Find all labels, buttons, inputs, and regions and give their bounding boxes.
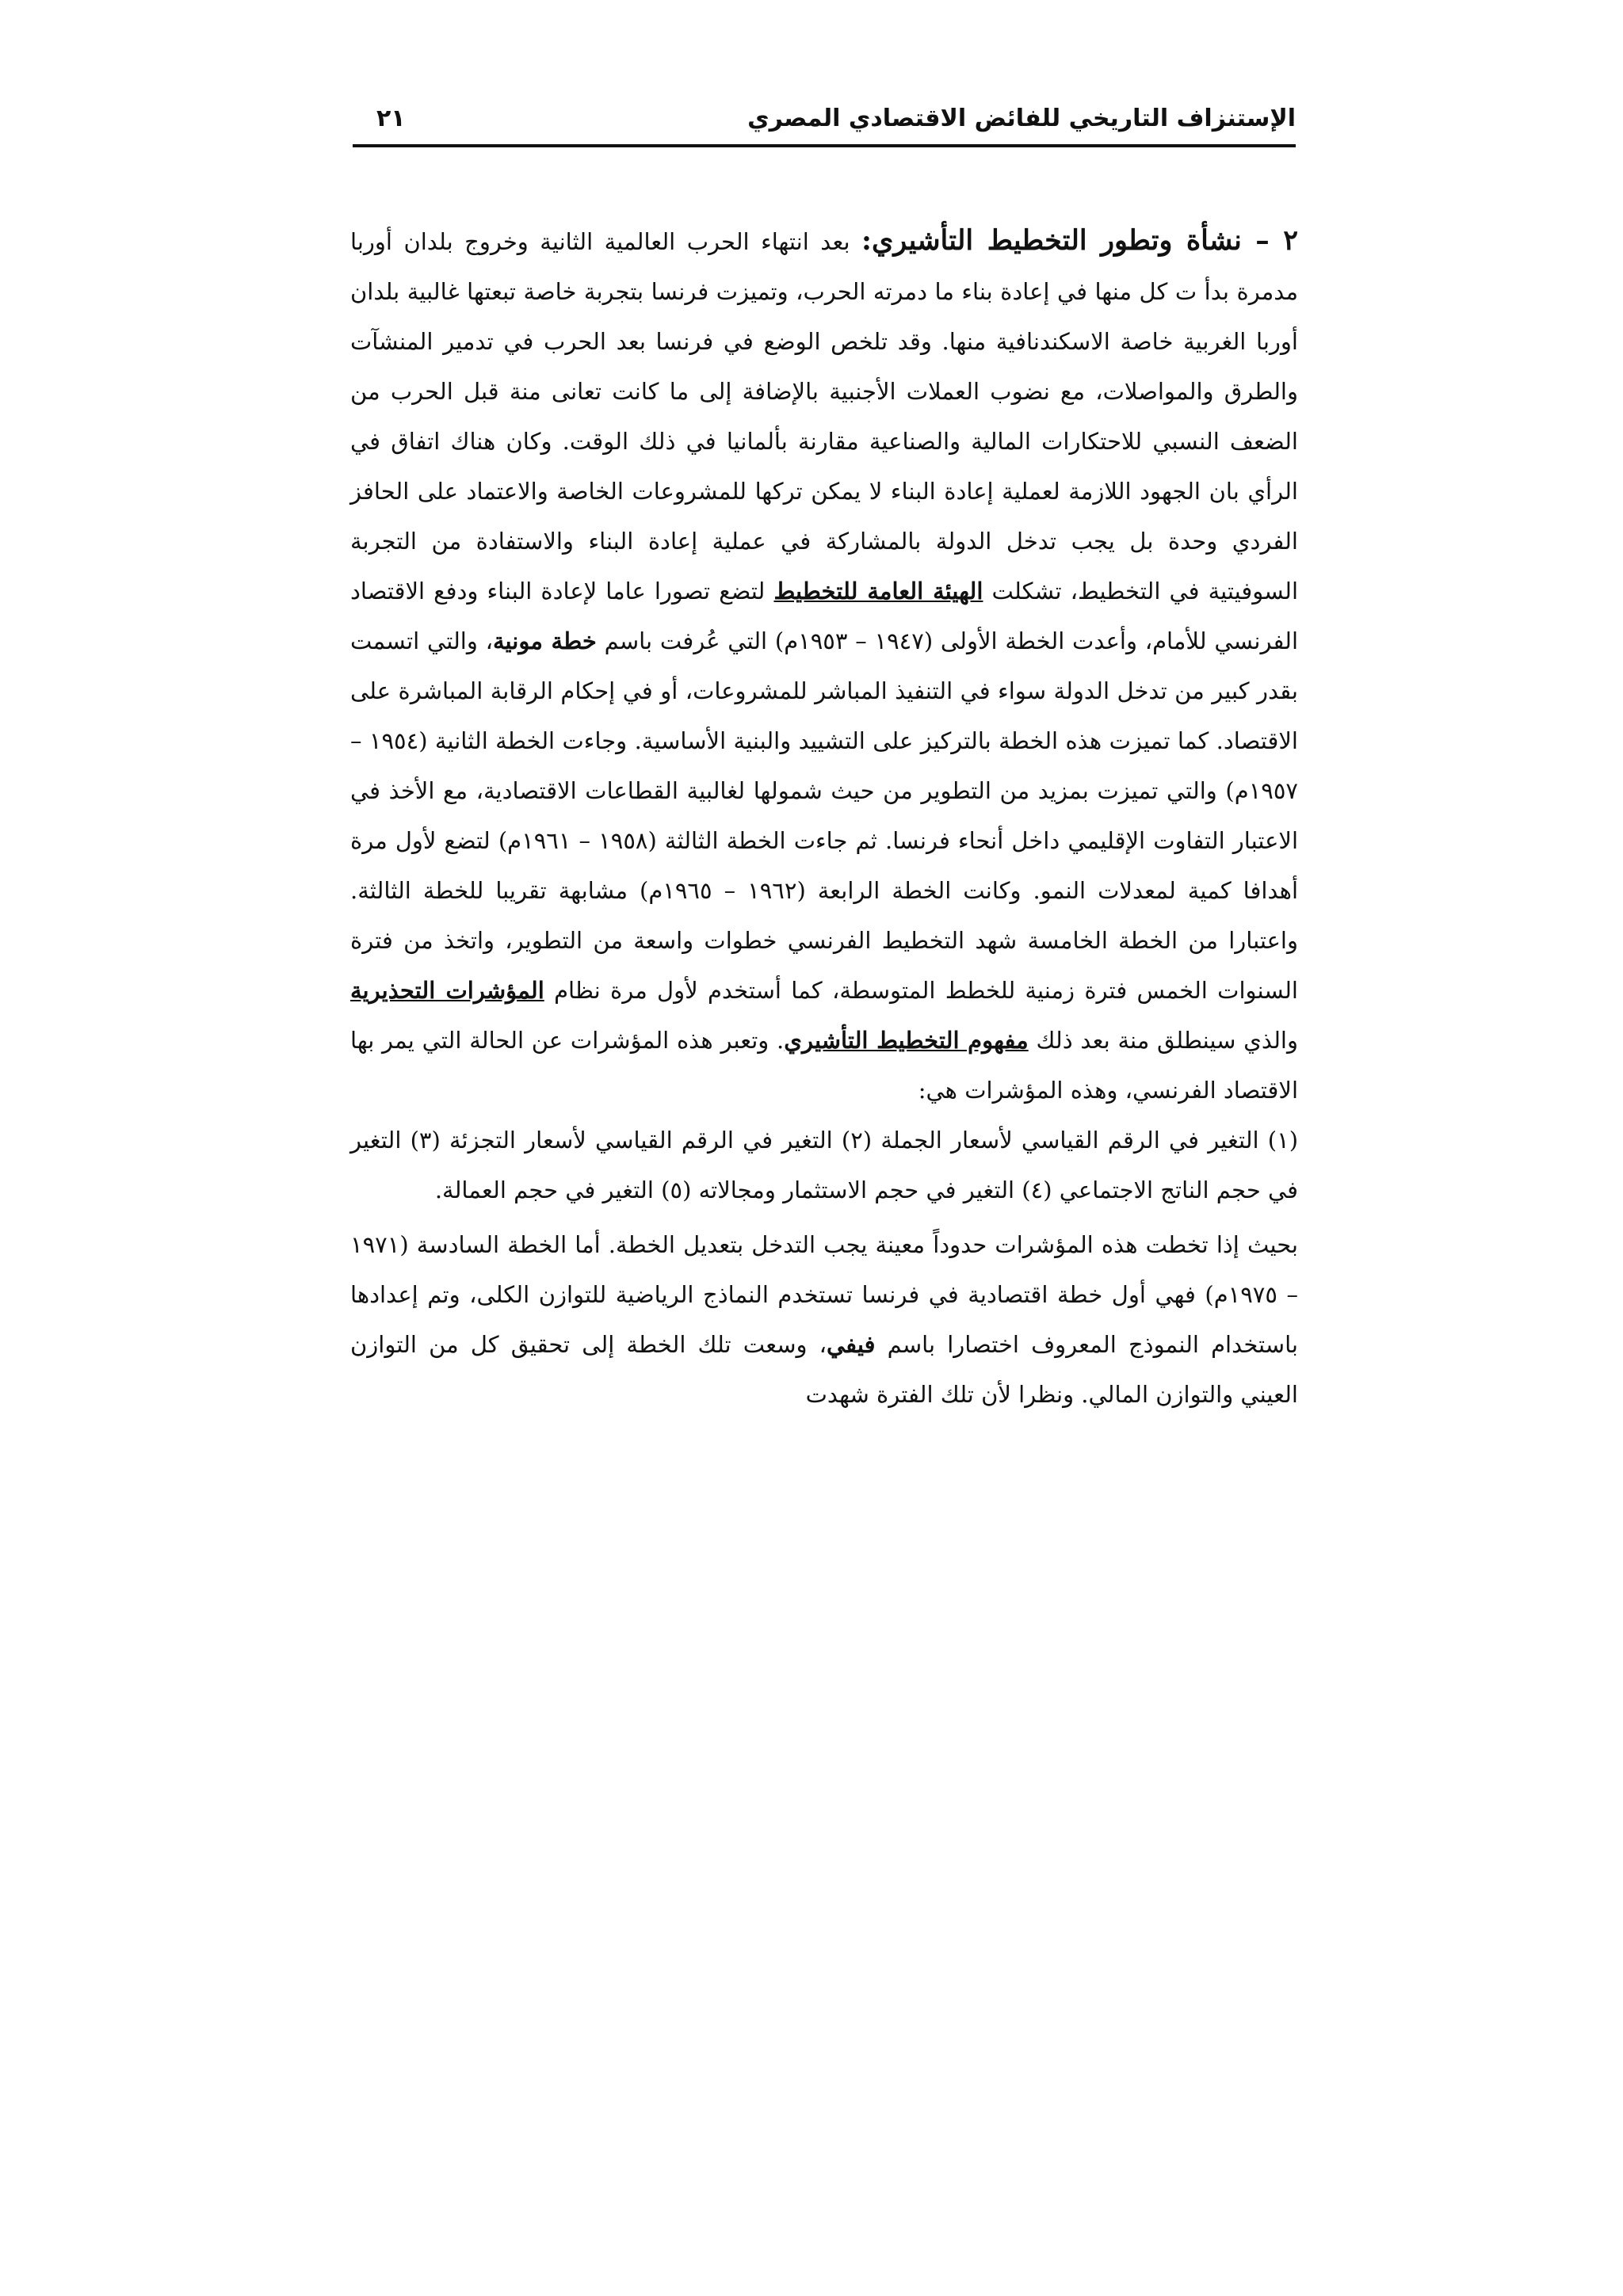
bold-term: خطة مونية: [492, 627, 597, 654]
text-run: لتضع تصورا عاما لإعادة البناء ودفع الاقتصاد الفرنسي للأمام، وأعدت الخطة الأولى (١٩٤٧ – ١٩٥٣م) التي عُرفت باسم: [350, 578, 1299, 654]
paragraph-3: [350, 1220, 1298, 1420]
paragraph-1: [350, 215, 1298, 1116]
underlined-term: المؤشرات التحذيرية: [350, 977, 544, 1004]
underlined-term: الهيئة العامة للتخطيط: [773, 578, 983, 605]
running-title: الإستنزاف التاريخي للفائض الاقتصادي المصري: [747, 105, 1296, 132]
text-run: ، والتي اتسمت بقدر كبير من تدخل الدولة سواء في التنفيذ المباشر للمشروعات، أو في إحكام الرقابة المباشرة على الاقتصاد. كما تميزت هذه الخطة بالتركيز على التشييد والبنية الأساسية. وجاءت الخطة الثانية (١٩٥٤ – ١٩٥٧م) والتي تميزت بمزيد من التطوير من حيث شمولها لغالبية القطاعات الاقتصادية، مع الأخذ في الاعتبار التفاوت الإقليمي داخل أنحاء فرنسا. ثم جاءت الخطة الثالثة (١٩٥٨ – ١٩٦١م) لتضع لأول مرة أهدافا كمية لمعدلات النمو. وكانت الخطة الرابعة (١٩٦٢ – ١٩٦٥م) مشابهة تقريبا للخطة الثالثة. واعتبارا من الخطة الخامسة شهد التخطيط الفرنسي خطوات واسعة من التطوير، واتخذ من فترة السنوات الخمس فترة زمنية للخطط المتوسطة، كما أستخدم لأول مرة نظام: [350, 627, 1299, 1004]
section-heading: ٢ – نشأة وتطور التخطيط التأشيري:: [861, 224, 1298, 257]
text-run: . وتعبر هذه المؤشرات عن الحالة التي يمر بها الاقتصاد الفرنسي، وهذه المؤشرات هي:: [350, 1027, 1298, 1104]
underlined-term: مفهوم التخطيط التأشيري: [784, 1027, 1029, 1054]
text-run: بحيث إذا تخطت هذه المؤشرات حدوداً معينة يجب التدخل بتعديل الخطة. أما الخطة السادسة (١٩٧١ – ١٩٧٥م) فهي أول خطة اقتصادية في فرنسا تستخدم النماذج الرياضية للتوازن الكلى، وتم إعدادها باستخدام النموذج المعروف اختصارا باسم: [350, 1231, 1298, 1358]
page-header: [353, 103, 1296, 147]
body-text: [350, 215, 1298, 1420]
indicators-list: (١) التغير في الرقم القياسي لأسعار الجملة (٢) التغير في الرقم القياسي لأسعار التجزئة (٣) التغير في حجم الناتج الاجتماعي (٤) التغير في حجم الاستثمار ومجالاته (٥) التغير في حجم العمالة.: [350, 1127, 1299, 1203]
bold-term: فيفي: [826, 1331, 876, 1358]
page-number: ٢١: [376, 105, 406, 132]
text-run: والذي سينطلق منة بعد ذلك: [1028, 1027, 1298, 1054]
text-run: ، وسعت تلك الخطة إلى تحقيق كل من التوازن العيني والتوازن المالي. ونظرا لأن تلك الفترة شهدت: [350, 1331, 1298, 1408]
text-run: بعد انتهاء الحرب العالمية الثانية وخروج بلدان أوربا مدمرة بدأ ت كل منها في إعادة بناء ما دمرته الحرب، وتميزت فرنسا بتجربة خاصة تبعتها غالبية بلدان أوربا الغربية خاصة الاسكندنافية منها. وقد تلخص الوضع في فرنسا بعد الحرب في تدمير المنشآت والطرق والمواصلات، مع نضوب العملات الأجنبية بالإضافة إلى ما كانت تعانى منة قبل الحرب من الضعف النسبي للاحتكارات المالية والصناعية مقارنة بألمانيا في ذلك الوقت. وكان هناك اتفاق في الرأي بان الجهود اللازمة لعملية إعادة البناء لا يمكن تركها للمشروعات الخاصة والاعتماد على الحافز الفردي وحدة بل يجب تدخل الدولة بالمشاركة في عملية إعادة البناء والاستفادة من التجربة السوفيتية في التخطيط، تشكلت: [350, 228, 1299, 605]
